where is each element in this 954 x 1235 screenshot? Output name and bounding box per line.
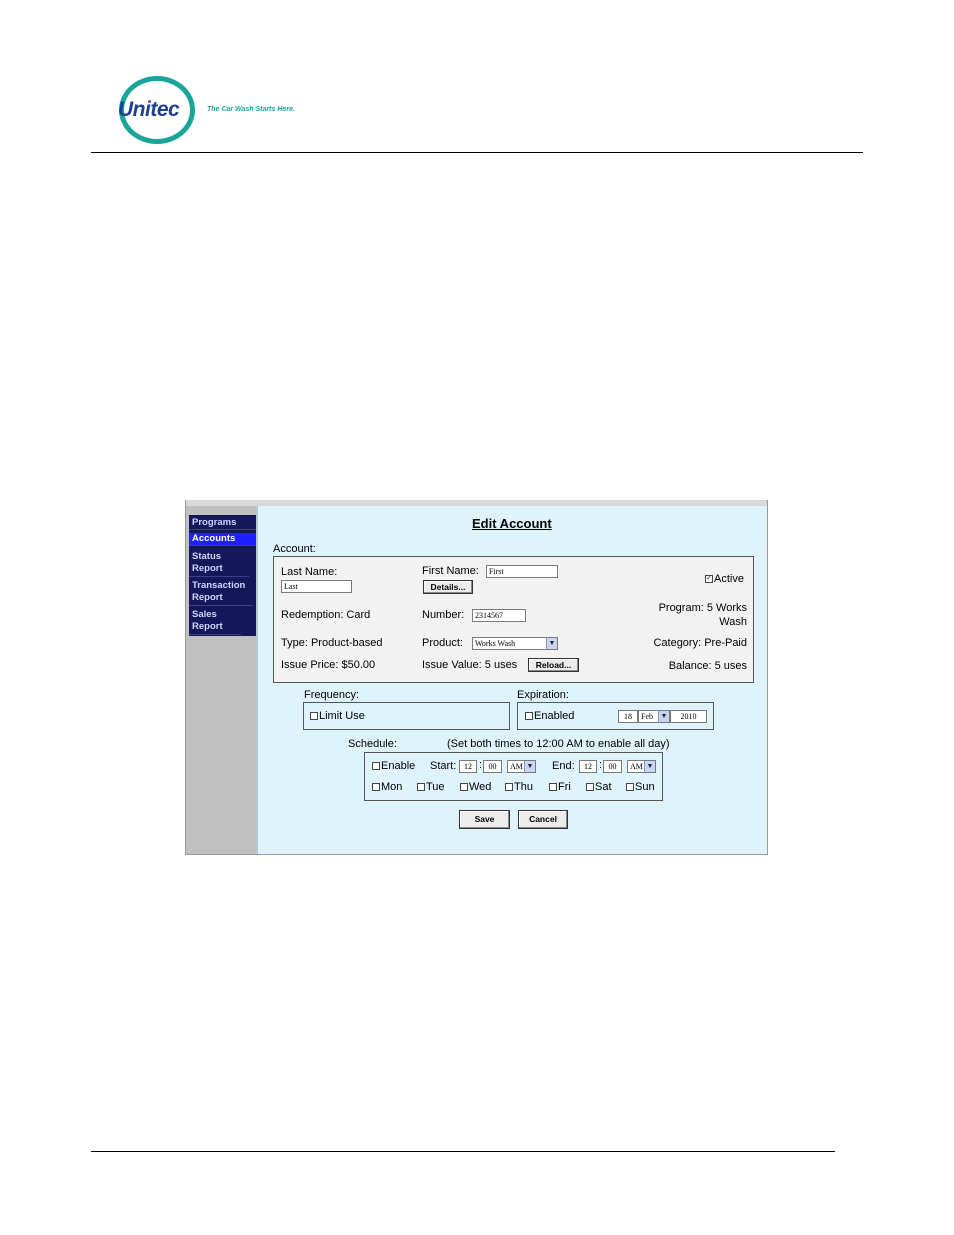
end-colon: :: [599, 759, 603, 771]
start-ampm-value: AM: [510, 762, 523, 771]
chevron-down-icon: ▼: [644, 761, 655, 772]
end-minute-input[interactable]: 00: [603, 760, 622, 773]
start-label: Start:: [430, 760, 457, 772]
day-sat-checkbox[interactable]: [586, 783, 594, 791]
account-box: [273, 556, 754, 683]
sidebar-nav: [189, 515, 256, 636]
product-select-value: Works Wash: [475, 639, 516, 648]
day-mon-checkbox[interactable]: [372, 783, 380, 791]
schedule-box: [364, 752, 663, 801]
cancel-button[interactable]: Cancel: [518, 810, 568, 829]
start-minute-input[interactable]: 00: [483, 760, 502, 773]
footer-rule: [91, 1151, 835, 1152]
limit-use-label: Limit Use: [319, 710, 365, 722]
sidebar-item-transaction-report[interactable]: Transaction Report: [189, 580, 253, 606]
product-select[interactable]: [472, 637, 558, 650]
category-text: Category: Pre-Paid: [653, 637, 747, 649]
day-fri-checkbox[interactable]: [549, 783, 557, 791]
schedule-label: Schedule:: [348, 738, 397, 750]
last-name-input[interactable]: Last: [281, 580, 352, 593]
enabled-checkbox[interactable]: [525, 712, 533, 720]
day-mon-label: Mon: [381, 781, 403, 793]
logo-tagline: The Car Wash Starts Here.: [207, 106, 295, 113]
redemption-text: Redemption: Card: [281, 609, 371, 621]
active-label: Active: [714, 573, 744, 585]
unitec-logo-text: Unitec: [118, 98, 180, 121]
day-thu-option[interactable]: [505, 781, 533, 793]
reload-button[interactable]: Reload...: [528, 658, 579, 672]
expiration-label: Expiration:: [517, 689, 569, 701]
enabled-label: Enabled: [534, 710, 575, 722]
day-wed-label: Wed: [469, 781, 492, 793]
day-thu-checkbox[interactable]: [505, 783, 513, 791]
sidebar-item-accounts[interactable]: Accounts: [189, 533, 256, 546]
balance-text: Balance: 5 uses: [668, 660, 747, 672]
frequency-box: [303, 702, 510, 730]
program-text-line1: Program: 5 Works: [658, 602, 747, 614]
issue-price-text: Issue Price: $50.00: [281, 659, 376, 671]
day-sun-option[interactable]: [626, 781, 655, 793]
start-ampm-select[interactable]: [507, 760, 536, 773]
account-section-label: Account:: [273, 543, 316, 555]
program-text-line2: Wash: [719, 616, 747, 628]
chevron-down-icon: ▼: [658, 711, 669, 722]
end-ampm-value: AM: [630, 762, 643, 771]
chevron-down-icon: ▼: [524, 761, 535, 772]
day-wed-checkbox[interactable]: [460, 783, 468, 791]
day-tue-checkbox[interactable]: [417, 783, 425, 791]
frequency-label: Frequency:: [304, 689, 360, 701]
exp-year-input[interactable]: 2010: [670, 710, 707, 723]
day-tue-label: Tue: [426, 781, 445, 793]
end-hour-input[interactable]: 12: [579, 760, 597, 773]
day-fri-label: Fri: [558, 781, 571, 793]
schedule-enable-checkbox[interactable]: [372, 762, 380, 770]
type-text: Type: Product-based: [281, 637, 383, 649]
end-ampm-select[interactable]: [627, 760, 656, 773]
edit-account-panel: [256, 506, 767, 854]
first-name-label: First Name:: [422, 565, 479, 577]
sidebar-item-status-report[interactable]: Status Report: [189, 551, 249, 577]
exp-month-select[interactable]: [638, 710, 670, 723]
product-label: Product:: [422, 637, 463, 649]
day-thu-label: Thu: [514, 781, 533, 793]
limit-use-checkbox[interactable]: [310, 712, 318, 720]
number-label: Number:: [422, 609, 465, 621]
save-button[interactable]: Save: [459, 810, 510, 829]
day-sat-option[interactable]: [586, 781, 612, 793]
issue-value-text: Issue Value: 5 uses: [422, 659, 518, 671]
active-checkbox-label[interactable]: [705, 573, 744, 585]
details-button[interactable]: Details...: [423, 580, 473, 594]
schedule-enable-option[interactable]: [372, 760, 415, 772]
page-title: Edit Account: [472, 516, 552, 531]
day-sun-checkbox[interactable]: [626, 783, 634, 791]
first-name-input[interactable]: First: [486, 565, 558, 578]
number-input[interactable]: 2314567: [472, 609, 526, 622]
start-hour-input[interactable]: 12: [459, 760, 477, 773]
exp-day-input[interactable]: 18: [618, 710, 638, 723]
day-sun-label: Sun: [635, 781, 655, 793]
day-tue-option[interactable]: [417, 781, 445, 793]
day-fri-option[interactable]: [549, 781, 571, 793]
limit-use-option[interactable]: [310, 710, 365, 722]
chevron-down-icon: ▼: [546, 638, 557, 649]
start-colon: :: [479, 759, 483, 771]
active-checkbox[interactable]: [705, 575, 713, 583]
sidebar-item-programs[interactable]: Programs: [189, 517, 256, 530]
day-sat-label: Sat: [595, 781, 612, 793]
enabled-option[interactable]: [525, 710, 574, 722]
schedule-note: (Set both times to 12:00 AM to enable all day): [447, 738, 670, 750]
day-wed-option[interactable]: [460, 781, 491, 793]
day-mon-option[interactable]: [372, 781, 402, 793]
expiration-box: [517, 702, 714, 730]
last-name-label: Last Name:: [281, 566, 338, 578]
header-rule: [91, 152, 863, 153]
sidebar-item-sales-report[interactable]: Sales Report: [189, 609, 241, 635]
exp-month-value: Feb: [641, 712, 653, 721]
schedule-enable-label: Enable: [381, 760, 416, 772]
end-label: End:: [552, 760, 575, 772]
